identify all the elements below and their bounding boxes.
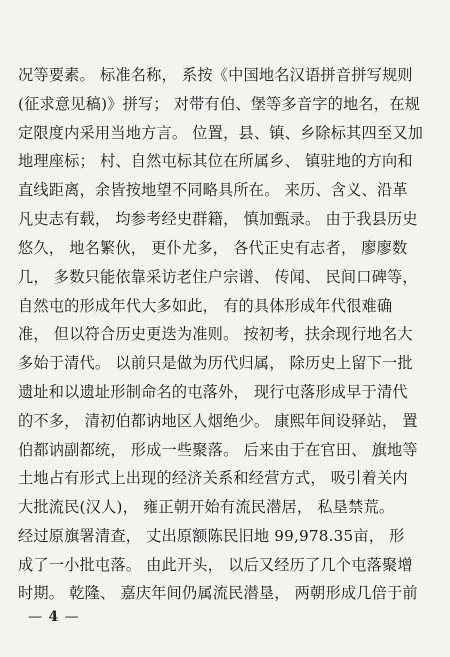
text-line-2: (征求意见稿)》拼写； 对带有伯、堡等多音字的地名，在规 <box>18 95 420 113</box>
text-line-12: 遗址和以遗址形制命名的屯落外， 现行屯落形成早于清代 <box>18 383 408 401</box>
footer-dash-right: — <box>64 609 79 625</box>
page-footer <box>28 608 79 626</box>
text-line-16: 大批流民(汉人)， 雍正朝开始有流民潜居， 私垦禁荒。 <box>18 498 395 516</box>
page-number: 4 <box>48 609 59 625</box>
text-line-4: 地理座标； 村、自然屯标其位在所属乡、 镇驻地的方向和 <box>18 152 413 170</box>
text-line-19: 时期。 乾隆、 嘉庆年间仍属流民潜垦， 两朝形成几倍于前 <box>18 584 418 602</box>
text-line-14: 伯都讷副都统， 形成一些聚落。 后来由于在官田、 旗地等 <box>18 441 418 459</box>
text-line-9: 自然屯的形成年代大多如此， 有的具体形成年代很难确 <box>18 297 393 315</box>
text-line-18: 成了一小批屯落。 由此开头， 以后又经历了几个屯落聚增 <box>18 556 413 574</box>
text-line-6: 凡史志有载， 均参考经史群籍， 慎加甄录。 由于我县历史 <box>18 210 418 228</box>
text-line-17: 经过原旗署清查， 丈出原额陈民旧地 99,978.35亩， 形 <box>18 527 405 545</box>
text-line-1: 况等要素。 标准名称， 系按《中国地名汉语拼音拼写规则 <box>18 66 413 84</box>
text-line-15: 土地占有形式上出现的经济关系和经营方式， 吸引着关内 <box>18 469 408 487</box>
text-line-5: 直线距离，余皆按地望不同略具所在。 来历、含义、沿革 <box>18 181 408 199</box>
text-line-8: 几， 多数只能依靠采访老住户宗谱、 传闻、 民间口碑等， <box>18 268 418 286</box>
text-line-13: 的不多， 清初伯都讷地区人烟绝少。 康熙年间设驿站， 置 <box>18 412 418 430</box>
text-line-11: 多始于清代。 以前只是做为历代归属， 除历史上留下一批 <box>18 354 413 372</box>
text-line-3: 定限度内采用当地方言。 位置，县、镇、乡除标其四至又加 <box>18 124 424 142</box>
text-line-7: 悠久， 地名繁伙， 更仆尤多， 各代正史有志者， 廖廖数 <box>18 239 408 257</box>
footer-dash-left: — <box>28 609 42 625</box>
text-line-10: 准， 但以符合历史更迭为准则。 按初考，扶余现行地名大 <box>18 325 413 343</box>
